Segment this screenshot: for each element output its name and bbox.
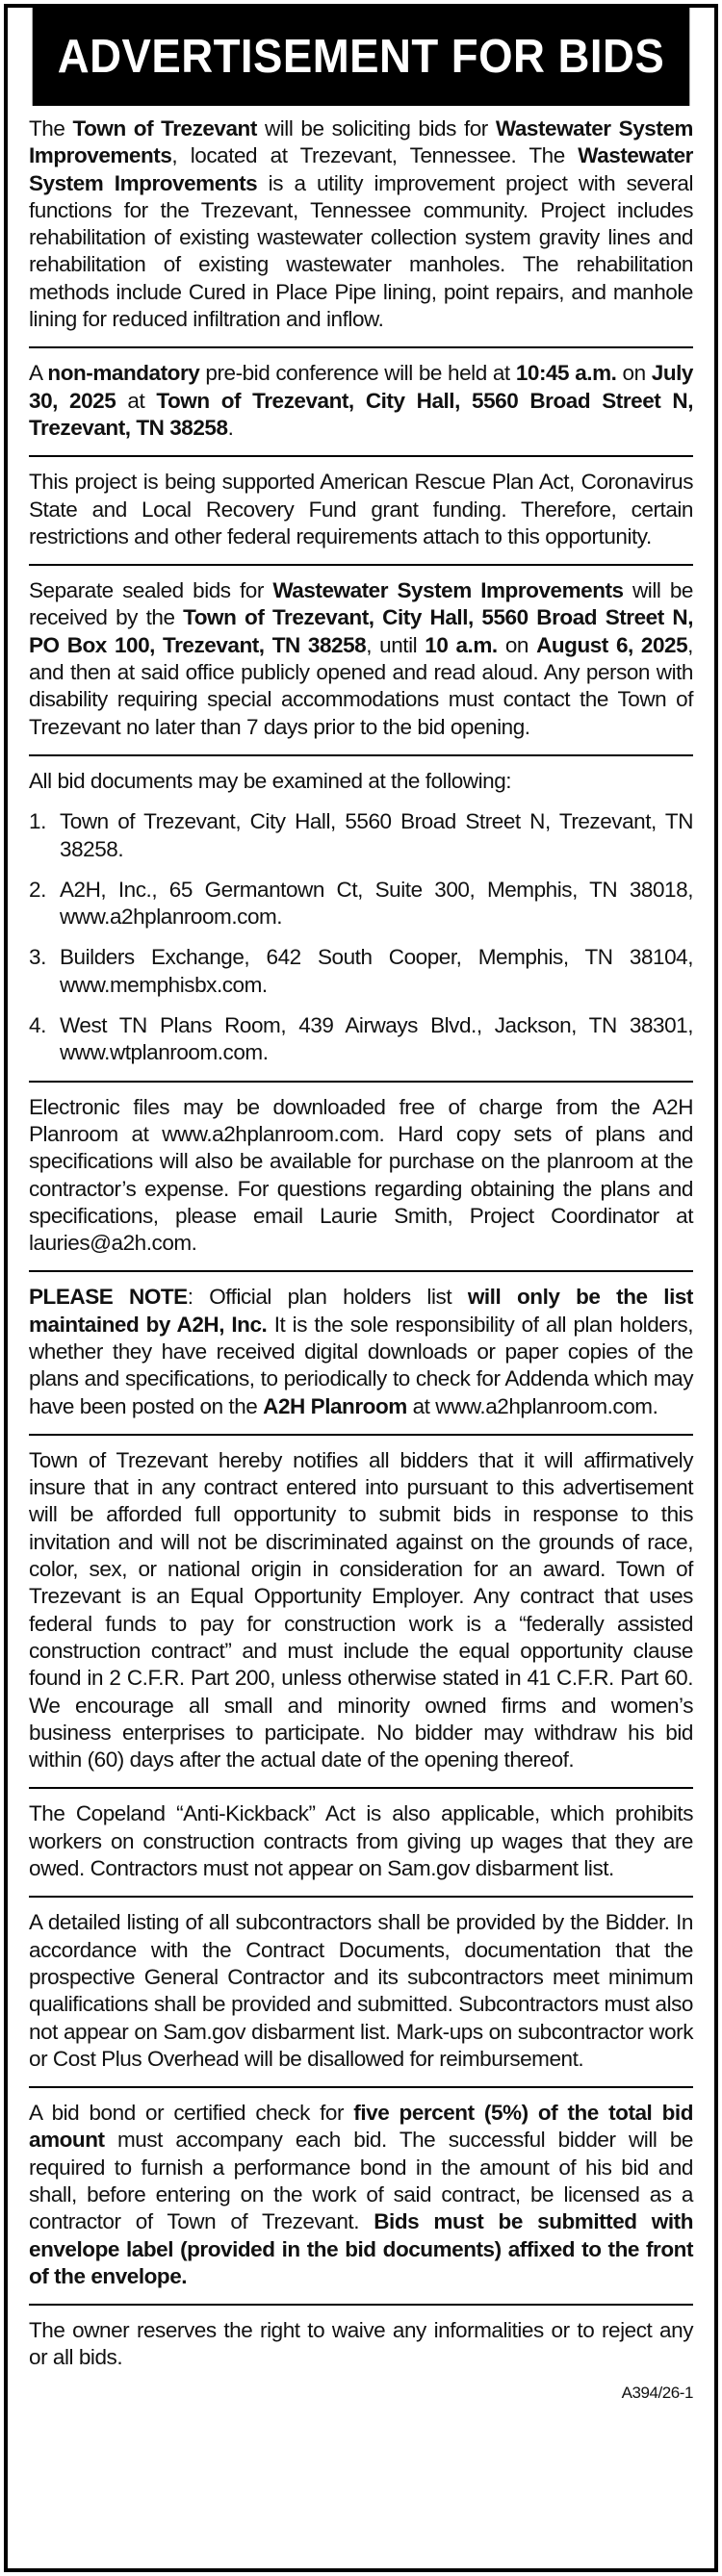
text-bold: will only be the list maintained by A2H, Inc. <box>29 1285 693 1337</box>
list-number: 1. <box>29 809 46 834</box>
text: pre-bid conference will be held at <box>199 361 516 386</box>
text: at <box>116 388 157 413</box>
divider <box>29 564 693 566</box>
list-item <box>29 808 693 863</box>
divider <box>29 346 693 348</box>
divider <box>29 1787 693 1789</box>
text-bold: A2H Planroom <box>263 1393 407 1418</box>
electronic-files-paragraph: Electronic files may be downloaded free of charge from the A2H Planroom at www.a2hplanroom.com. Hard copy sets of plans and specifications will also be available for purchase on the planroom at the contractor’s expense. For questions regarding obtaining the plans and specifications, please email Laurie Smith, Project Coordinator at lauries@a2h.com. <box>29 1094 693 1256</box>
text: is a utility improvement project with several functions for the Trezevant, Tennessee community. Project includes rehabilitation of existing wastewater collection system gravity lines and rehabilitation of existing wastewater manholes. The rehabilitation methods include Cured in Place Pipe lining, point repairs, and manhole lining for reduced infiltration and inflow. <box>29 170 693 332</box>
text: A <box>29 361 48 386</box>
list-item <box>29 944 693 999</box>
divider <box>29 754 693 756</box>
bid-date: August 6, 2025 <box>536 632 688 657</box>
text: at www.a2hplanroom.com. <box>406 1393 658 1418</box>
sealed-bids-paragraph <box>29 577 693 741</box>
text-bold: Bids must be submitted with envelope label (provided in the bid documents) affixed to the front of the envelope. <box>29 2209 693 2288</box>
text: The <box>29 116 73 140</box>
text: , until <box>366 632 425 657</box>
divider <box>29 2086 693 2088</box>
text: . <box>227 415 234 440</box>
text: It is the sole responsibility of all plan holders, whether they have received digital downloads or paper copies of the plans and specifications, to periodically to check for Addenda which may have been posted on the <box>29 1312 693 1418</box>
list-text: Builders Exchange, 642 South Cooper, Memphis, TN 38104, www.memphisbx.com. <box>60 945 693 997</box>
bid-address: Town of Trezevant, City Hall, 5560 Broad Street N, PO Box 100, Trezevant, TN 38258 <box>29 605 694 657</box>
list-item <box>29 877 693 931</box>
equal-opportunity-paragraph: Town of Trezevant hereby notifies all bidders that it will affirmatively insure that in any contract entered into pursuant to this advertisement will be afforded full opportunity to submit bids in response to this invitation and will not be discriminated against on the grounds of race, color, sex, or national origin in consideration for an award. Town of Trezevant is an Equal Opportunity Employer. Any contract that uses federal funds to pay for construction work is a “federally assisted construction contract” and must include the equal opportunity clause found in 2 C.F.R. Part 200, unless otherwise stated in 41 C.F.R. Part 60. We encourage all small and minority owned firms and women’s business enterprises to participate. No bidder may withdraw his bid within (60) days after the actual date of the opening thereof. <box>29 1447 693 1773</box>
text-bold: five percent (5%) of the total bid amount <box>29 2101 693 2153</box>
anti-kickback-paragraph: The Copeland “Anti-Kickback” Act is also applicable, which prohibits workers on construction contracts from giving up wages that they are owed. Contractors must not appear on Sam.gov disbarment list. <box>29 1801 693 1881</box>
list-number: 4. <box>29 1013 46 1038</box>
bid-bond-paragraph <box>29 2100 693 2290</box>
list-text: Town of Trezevant, City Hall, 5560 Broad Street N, Trezevant, TN 38258. <box>60 809 693 861</box>
list-number: 3. <box>29 945 46 970</box>
intro-paragraph <box>29 115 693 333</box>
please-note-paragraph <box>29 1284 693 1419</box>
text: , and then at said office publicly opened and read aloud. Any person with disability requiring special accommodations must contact the Town of Trezevant no later than 7 days prior to the bid opening. <box>29 632 693 739</box>
text: will be soliciting bids for <box>256 116 496 140</box>
divider <box>29 1270 693 1272</box>
project-name: Wastewater System Improvements <box>29 143 693 195</box>
document-locations-list <box>29 808 693 1066</box>
text: , located at Trezevant, Tennessee. The <box>171 143 579 168</box>
project-name: Wastewater System Improvements <box>272 578 624 603</box>
divider <box>29 1434 693 1436</box>
text: will be received by the <box>29 578 693 630</box>
bid-time: 10 a.m. <box>425 632 498 657</box>
advertisement-title: ADVERTISEMENT FOR BIDS <box>33 8 690 106</box>
subcontractors-paragraph: A detailed listing of all subcontractors shall be provided by the Bidder. In accordance with the Contract Documents, documentation that the prospective General Contractor and its subcontractors meet minimum qualifications shall be provided and submitted. Subcontractors must also not appear on Sam.gov disbarment list. Mark-ups on subcontractor work or Cost Plus Overhead will be disallowed for reimbursement. <box>29 1910 693 2071</box>
ad-code: A394/26-1 <box>621 2383 693 2402</box>
bid-documents-heading: All bid documents may be examined at the following: <box>29 768 512 793</box>
prebid-paragraph <box>29 360 693 442</box>
advertisement <box>4 4 718 2572</box>
text: on <box>616 361 652 386</box>
text: : Official plan holders list <box>187 1285 468 1310</box>
town-name: Town of Trezevant <box>72 116 257 140</box>
divider <box>29 1081 693 1083</box>
list-number: 2. <box>29 877 46 902</box>
conference-type: non-mandatory <box>47 361 200 386</box>
list-item <box>29 1012 693 1067</box>
divider <box>29 1896 693 1898</box>
text: on <box>497 632 537 657</box>
project-name: Wastewater System Improvements <box>29 116 693 168</box>
conference-date: July 30, 2025 <box>29 361 693 413</box>
please-note-label: PLEASE NOTE <box>29 1285 188 1310</box>
conference-time: 10:45 a.m. <box>515 361 617 386</box>
list-text: West TN Plans Room, 439 Airways Blvd., Jackson, TN 38301, www.wtplanroom.com. <box>60 1013 693 1065</box>
text: A bid bond or certified check for <box>29 2101 354 2126</box>
advertisement-body <box>8 106 714 2407</box>
text: must accompany each bid. The successful bidder will be required to furnish a performance bond in the amount of his bid and shall, before entering on the work of said contract, be licensed as a contractor of Town of Trezevant. <box>29 2128 693 2234</box>
conference-location: Town of Trezevant, City Hall, 5560 Broad Street N, Trezevant, TN 38258 <box>29 388 694 440</box>
list-text: A2H, Inc., 65 Germantown Ct, Suite 300, Memphis, TN 38018, www.a2hplanroom.com. <box>60 877 693 930</box>
funding-paragraph: This project is being supported American Rescue Plan Act, Coronavirus State and Local Recovery Fund grant funding. Therefore, certain restrictions and other federal requirements attach to this opportunity. <box>29 470 693 548</box>
divider <box>29 455 693 457</box>
divider <box>29 2304 693 2306</box>
text: Separate sealed bids for <box>29 578 273 603</box>
owner-rights-paragraph: The owner reserves the right to waive any informalities or to reject any or all bids. <box>29 2318 693 2370</box>
